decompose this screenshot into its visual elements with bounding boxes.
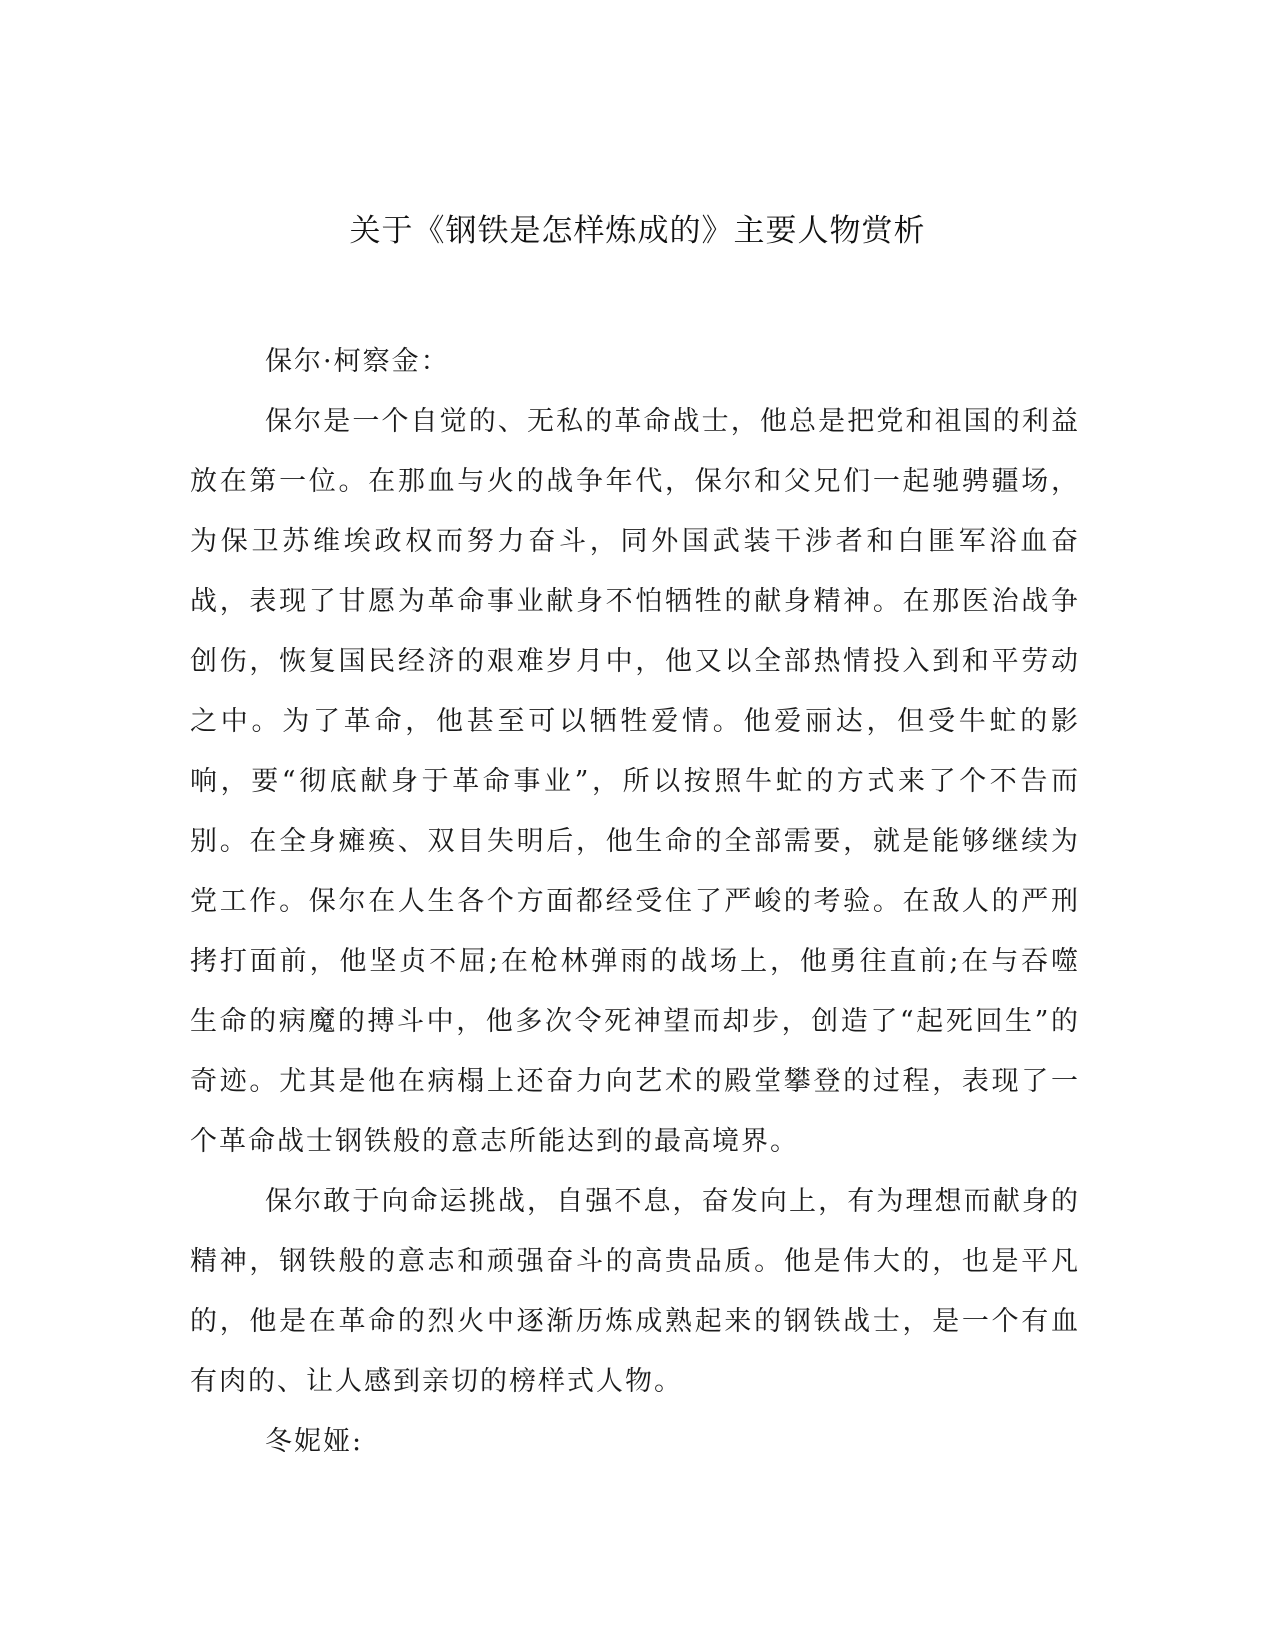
section-heading-tonya: 冬妮娅: xyxy=(265,1426,364,1457)
document-title: 关于《钢铁是怎样炼成的》主要人物赏析 xyxy=(349,213,926,249)
paragraph: 保尔敢于向命运挑战，自强不息，奋发向上，有为理想而献身的精神，钢铁般的意志和顽强奋斗的高贵品质。他是伟大的，也是平凡的，他是在革命的烈火中逐渐历炼成熟起来的钢铁战士，是一个有血有肉的、让人感到亲切的榜样式人物。 xyxy=(190,1186,1080,1397)
document-body xyxy=(190,332,1080,1472)
paragraph: 保尔是一个自觉的、无私的革命战士，他总是把党和祖国的利益放在第一位。在那血与火的战争年代，保尔和父兄们一起驰骋疆场，为保卫苏维埃政权而努力奋斗，同外国武装干涉者和白匪军浴血奋战，表现了甘愿为革命事业献身不怕牺牲的献身精神。在那医治战争创伤，恢复国民经济的艰难岁月中，他又以全部热情投入到和平劳动之中。为了革命，他甚至可以牺牲爱情。他爱丽达，但受牛虻的影响，要“彻底献身于革命事业”，所以按照牛虻的方式来了个不告而别。在全身瘫痪、双目失明后，他生命的全部需要，就是能够继续为党工作。保尔在人生各个方面都经受住了严峻的考验。在敌人的严刑拷打面前，他坚贞不屈;在枪林弹雨的战场上，他勇往直前;在与吞噬生命的病魔的搏斗中，他多次令死神望而却步，创造了“起死回生”的奇迹。尤其是他在病榻上还奋力向艺术的殿堂攀登的过程，表现了一个革命战士钢铁般的意志所能达到的最高境界。 xyxy=(190,406,1080,1157)
section-heading-paul: 保尔·柯察金： xyxy=(265,346,450,377)
